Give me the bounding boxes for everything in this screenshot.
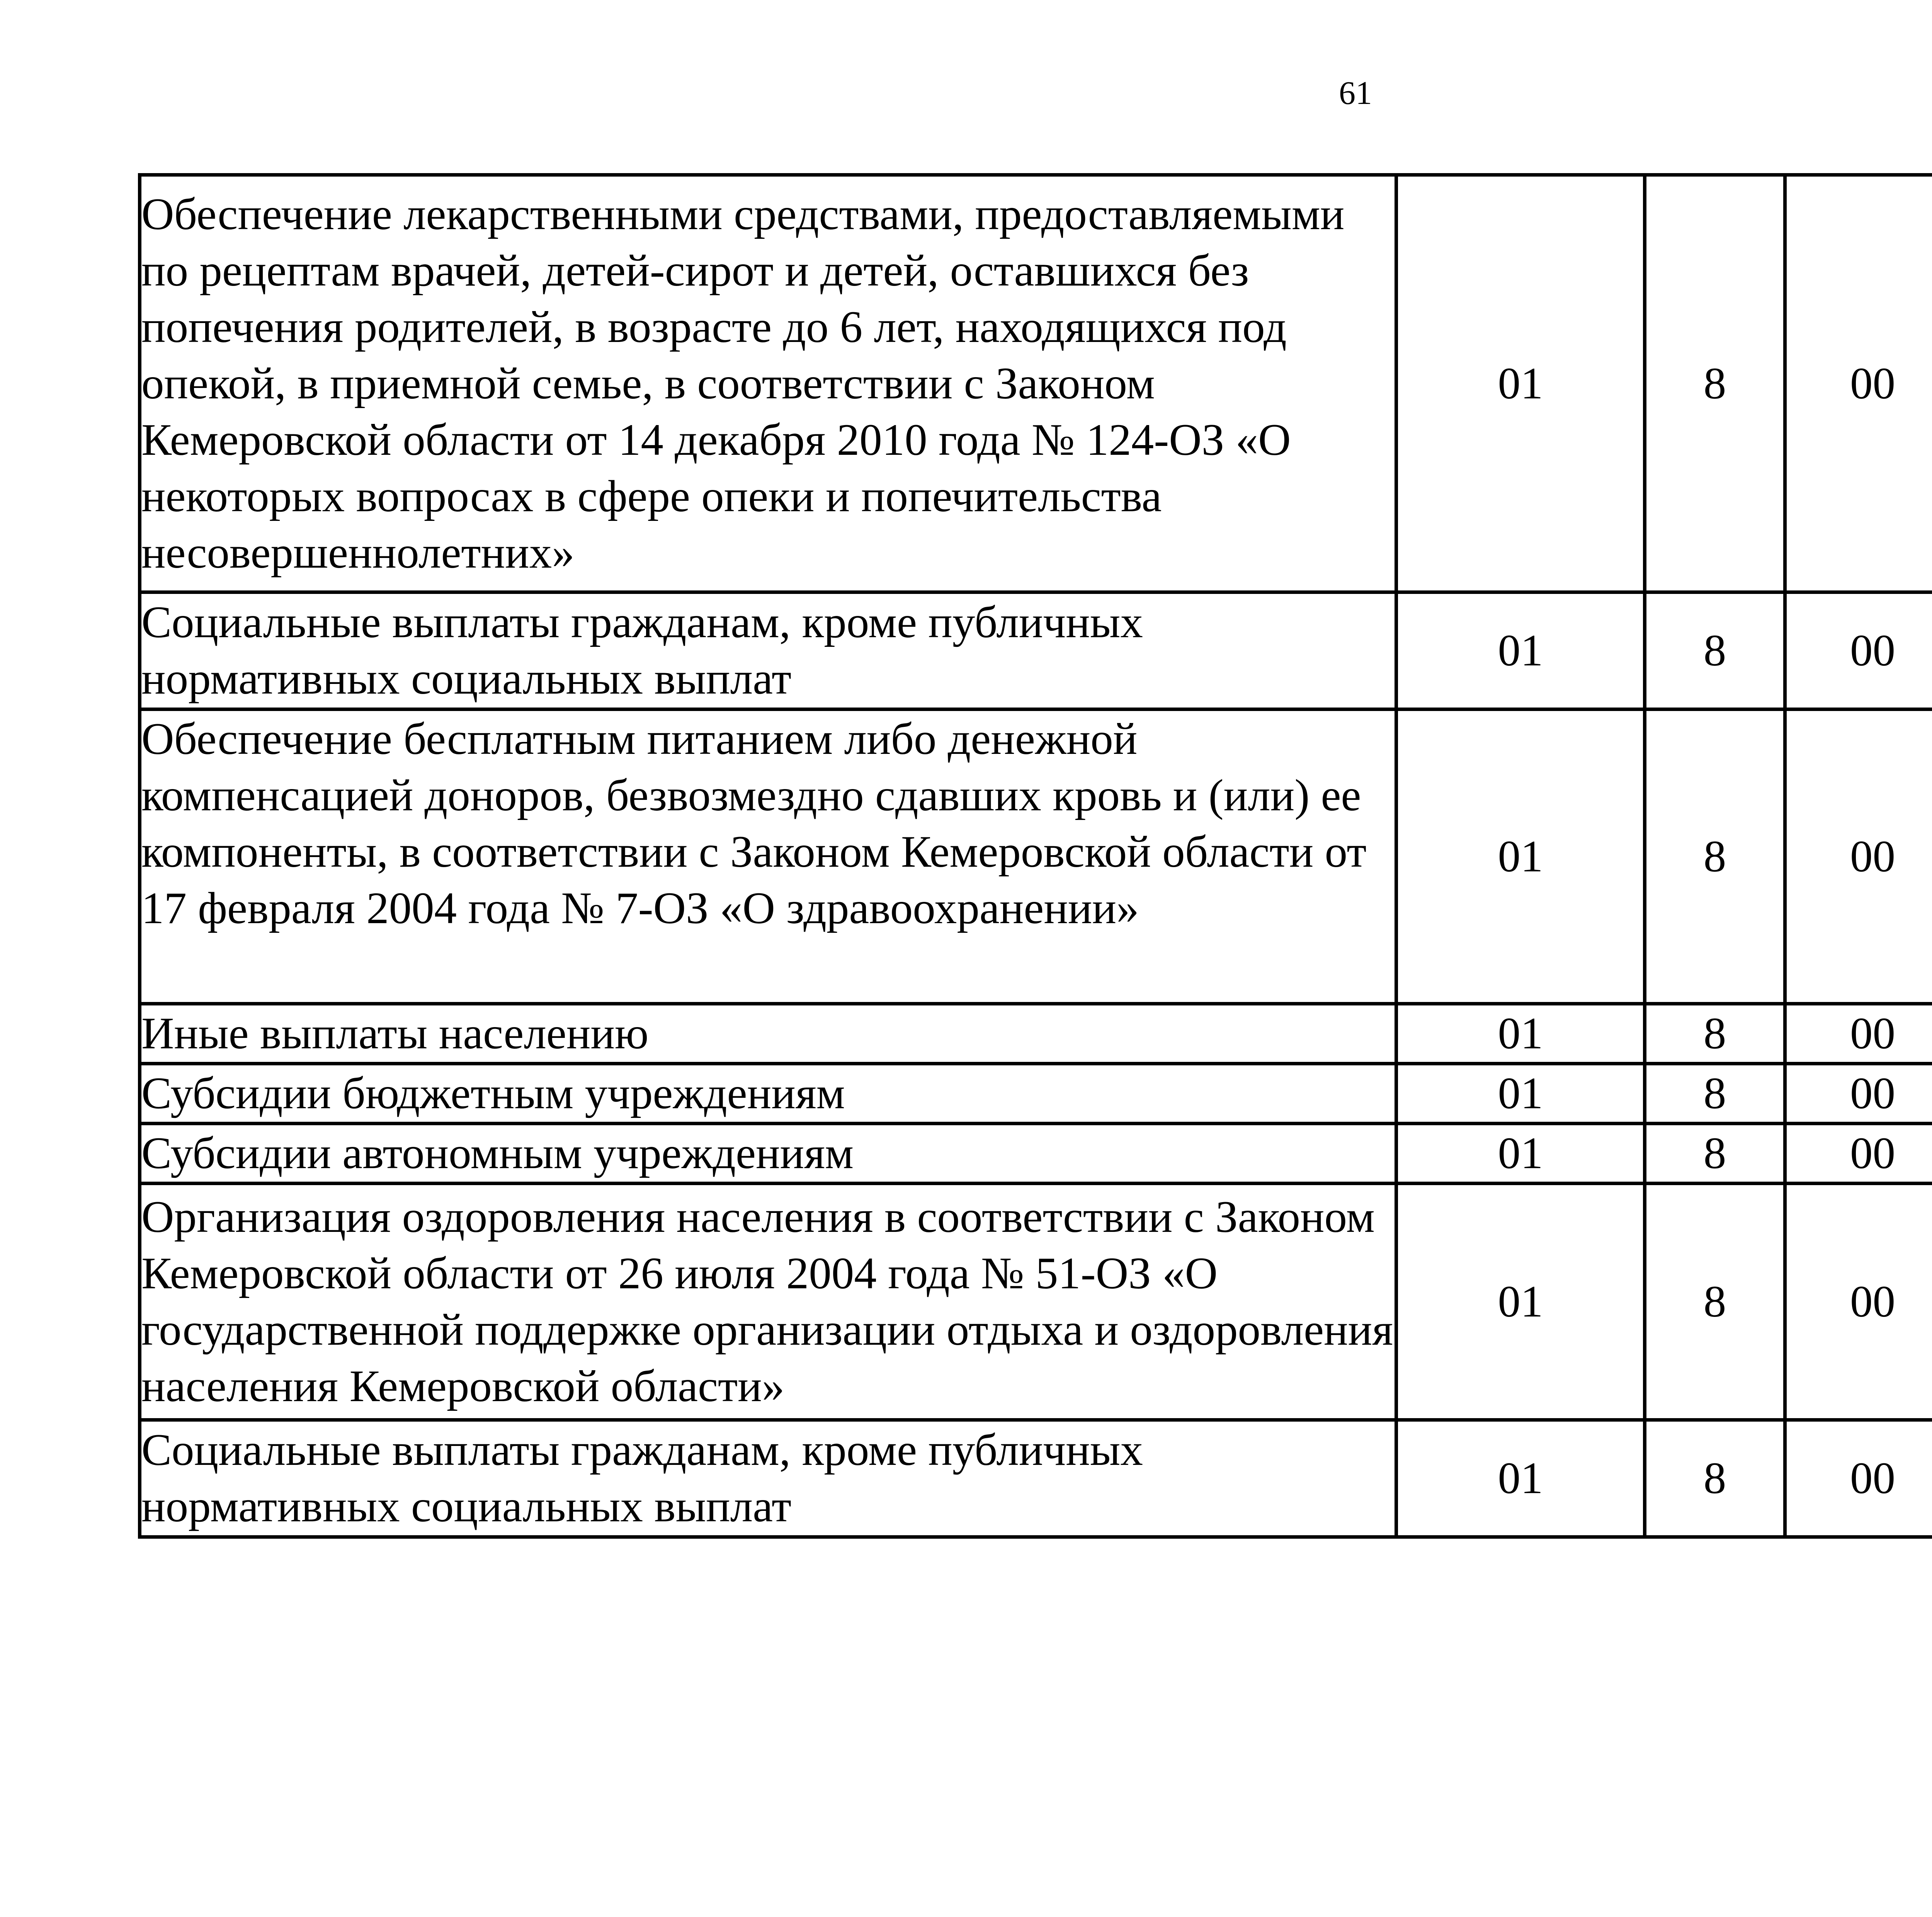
subprogram-code: 00 [1785, 175, 1932, 592]
section-code: 01 [1396, 592, 1645, 709]
section-code: 01 [1396, 1004, 1645, 1064]
table-row [140, 709, 1932, 1004]
row-description: Обеспечение бесплатным питанием либо денежной компенсацией доноров, безвозмездно сдавших кровь и (или) ее компоненты, в соответствии с Законом Кемеровской области от 17 февраля 2004 года № 7-ОЗ «О здравоохранении» [140, 709, 1396, 1004]
program-code: 8 [1645, 709, 1785, 1004]
program-code: 8 [1645, 1004, 1785, 1064]
section-code: 01 [1396, 1184, 1645, 1420]
budget-table [138, 173, 1932, 1539]
row-description: Обеспечение лекарственными средствами, предоставляемыми по рецептам врачей, детей-сирот и детей, оставшихся без попечения родителей, в возрасте до 6 лет, находящихся под опекой, в приемной семье, в соответствии с Законом Кемеровской области от 14 декабря 2010 года № 124-ОЗ «О некоторых вопросах в сфере опеки и попечительства несовершеннолетних» [140, 175, 1396, 592]
subprogram-code: 00 [1785, 1420, 1932, 1537]
row-description: Организация оздоровления населения в соответствии с Законом Кемеровской области от 26 июля 2004 года № 51-ОЗ «О государственной поддержке организации отдыха и оздоровления населения Кемеровской области» [140, 1184, 1396, 1420]
section-code: 01 [1396, 1124, 1645, 1184]
section-code: 01 [1396, 175, 1645, 592]
row-description: Субсидии автономным учреждениям [140, 1124, 1396, 1184]
table-row [140, 175, 1932, 592]
table-row [140, 1064, 1932, 1124]
subprogram-code: 00 [1785, 1064, 1932, 1124]
page-number: 61 [1339, 74, 1372, 111]
table-row [140, 1004, 1932, 1064]
row-description: Иные выплаты населению [140, 1004, 1396, 1064]
program-code: 8 [1645, 175, 1785, 592]
program-code: 8 [1645, 592, 1785, 709]
table-row [140, 592, 1932, 709]
subprogram-code: 00 [1785, 592, 1932, 709]
row-description: Социальные выплаты гражданам, кроме публичных нормативных социальных выплат [140, 1420, 1396, 1537]
subprogram-code: 00 [1785, 1004, 1932, 1064]
subprogram-code: 00 [1785, 1124, 1932, 1184]
row-description: Субсидии бюджетным учреждениям [140, 1064, 1396, 1124]
table-row [140, 1124, 1932, 1184]
section-code: 01 [1396, 1064, 1645, 1124]
program-code: 8 [1645, 1124, 1785, 1184]
table-row [140, 1420, 1932, 1537]
subprogram-code: 00 [1785, 1184, 1932, 1420]
program-code: 8 [1645, 1184, 1785, 1420]
program-code: 8 [1645, 1420, 1785, 1537]
table-row [140, 1184, 1932, 1420]
subprogram-code: 00 [1785, 709, 1932, 1004]
section-code: 01 [1396, 709, 1645, 1004]
section-code: 01 [1396, 1420, 1645, 1537]
row-description: Социальные выплаты гражданам, кроме публичных нормативных социальных выплат [140, 592, 1396, 709]
program-code: 8 [1645, 1064, 1785, 1124]
